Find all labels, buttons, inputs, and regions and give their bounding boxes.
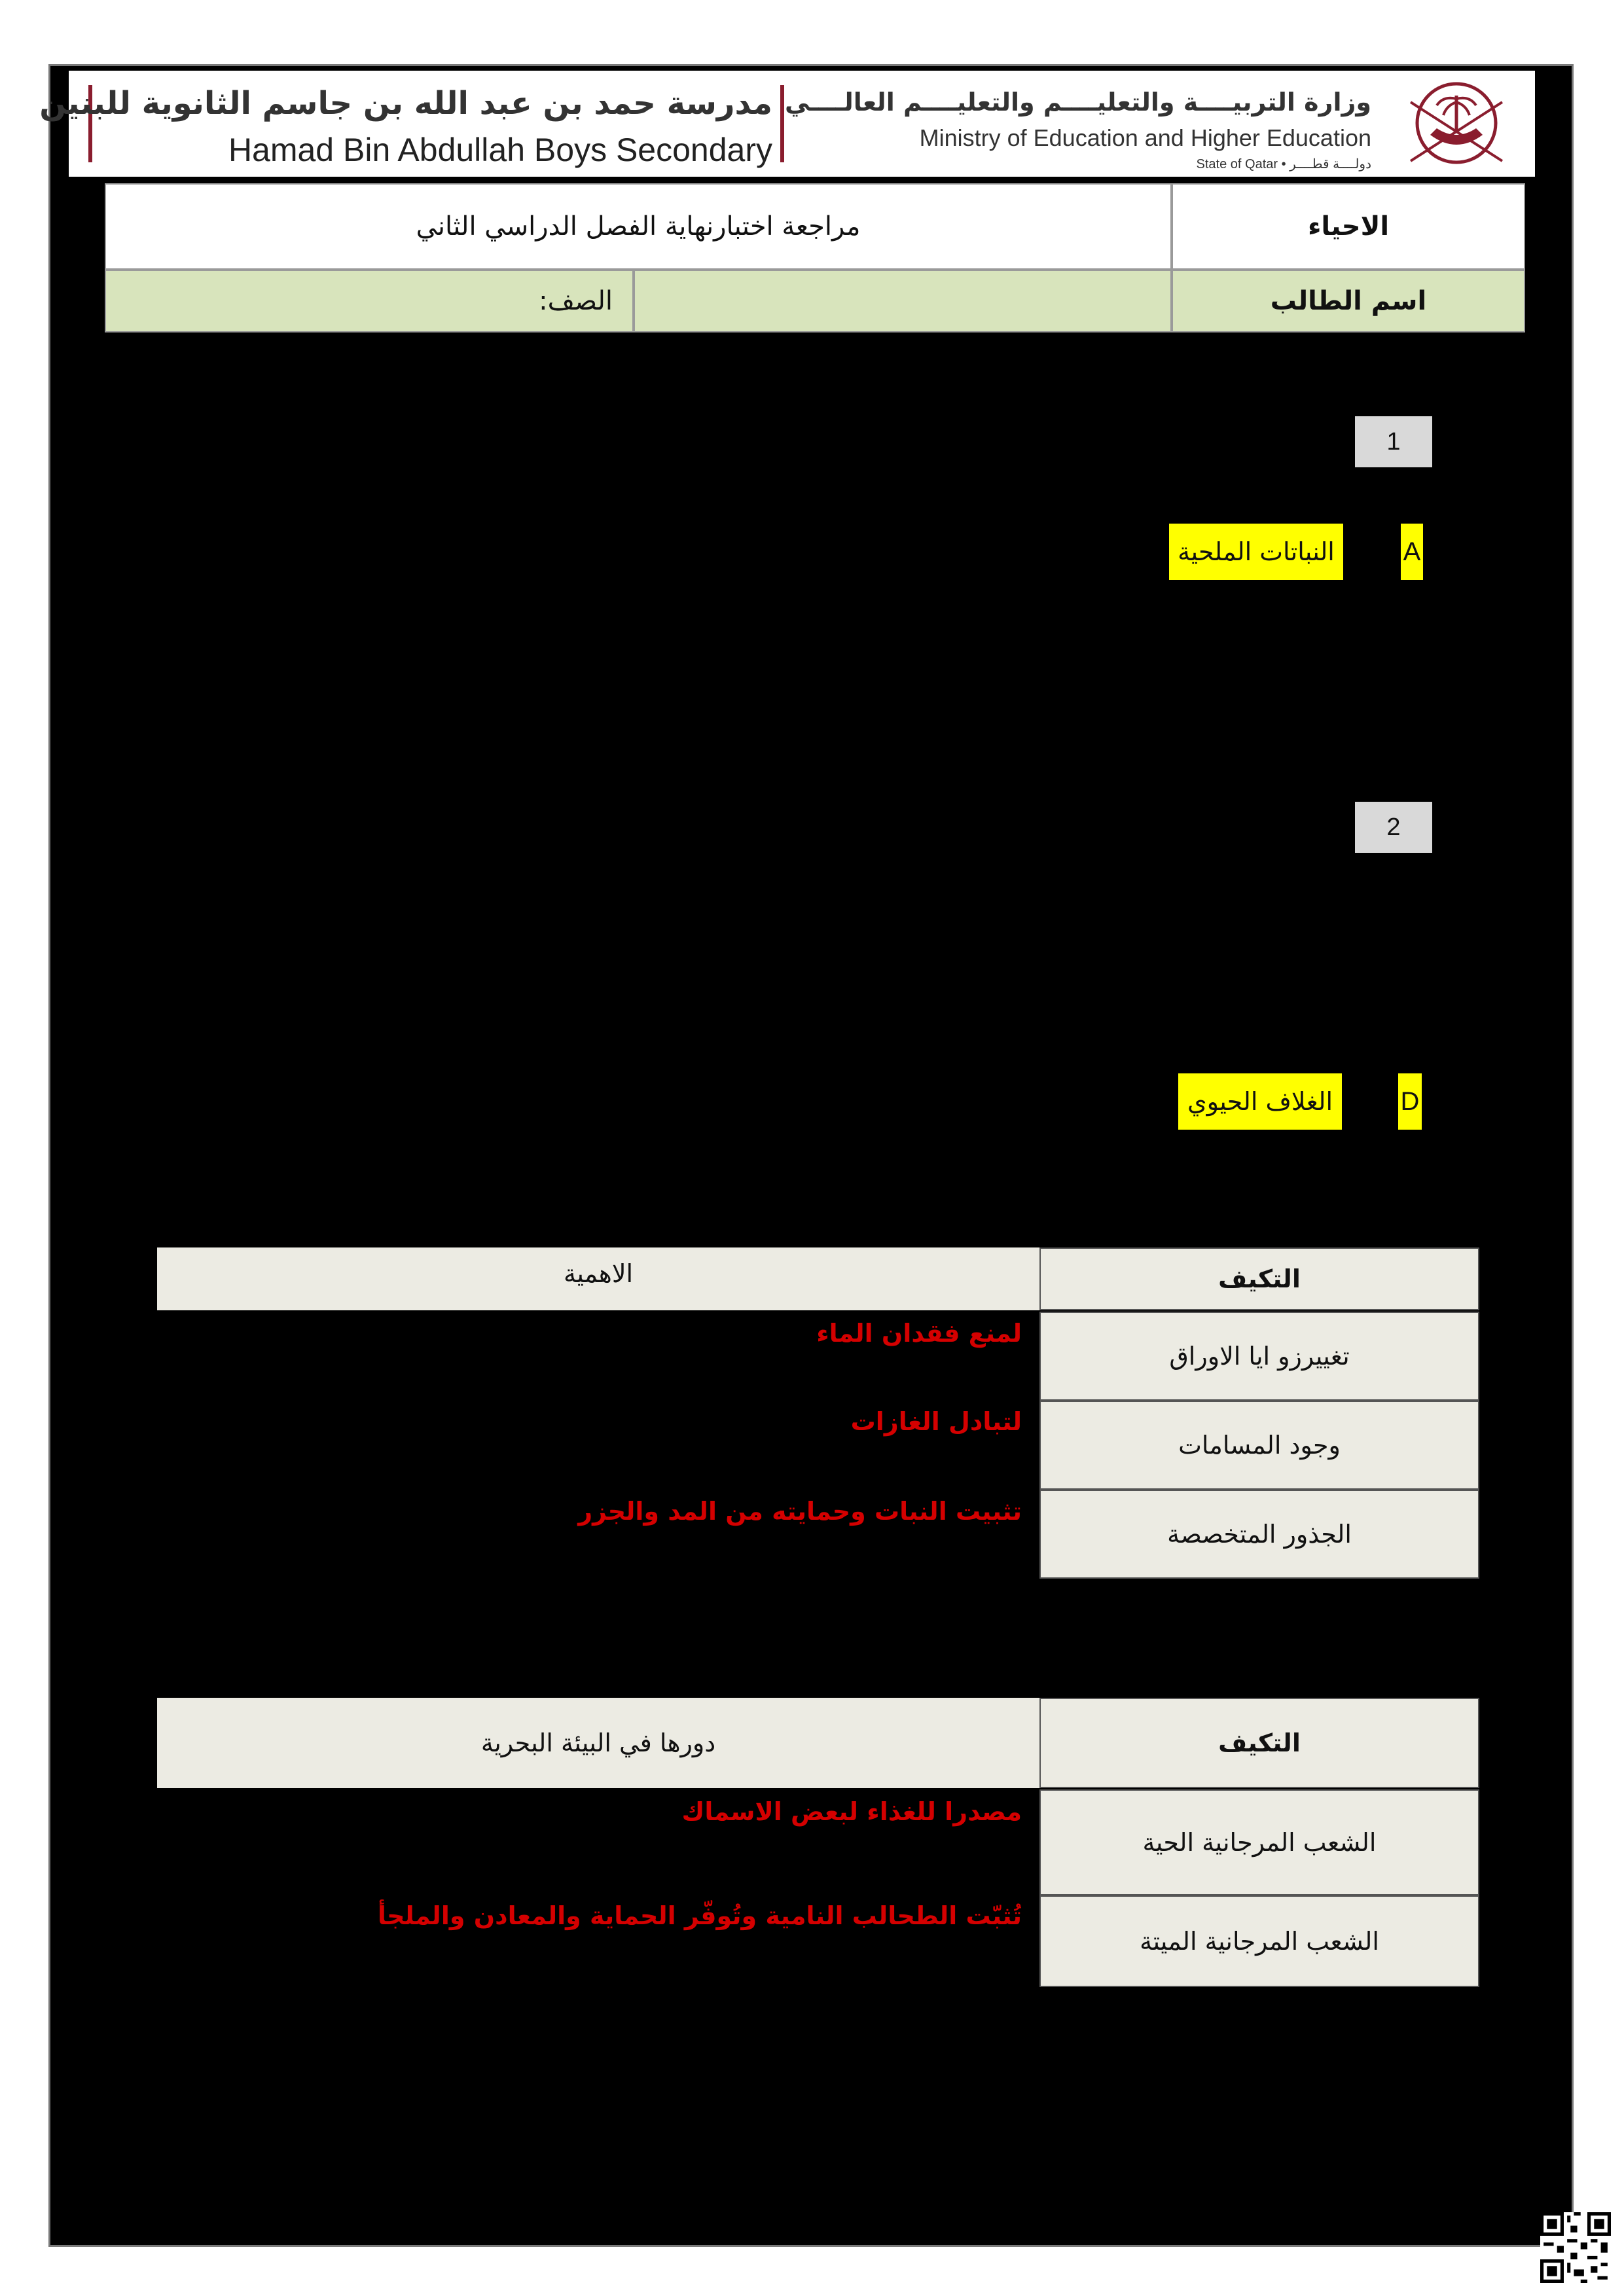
table-row <box>1039 1789 1479 1895</box>
subject-cell <box>1172 183 1525 270</box>
table2-adaptation-1: الشعب المرجانية الحية <box>1039 1789 1479 1895</box>
question-1-answer: النباتات الملحية <box>1169 524 1343 580</box>
table2-head-adaptation: التكيف <box>1039 1698 1479 1788</box>
table1-adaptation-1: تغييرزو ايا الاوراق <box>1039 1312 1479 1401</box>
table1-answer-3: تثبيت النبات وحمايته من المد والجزر <box>578 1497 1022 1526</box>
table1-head-adaptation: التكيف <box>1039 1247 1479 1310</box>
table1-head-importance: الاهمية <box>157 1247 1039 1310</box>
student-label: اسم الطالب <box>1270 286 1427 316</box>
subject-label: الاحياء <box>1307 211 1390 242</box>
exam-title-row <box>105 183 1525 270</box>
table2-head-role: دورها في البيئة البحرية <box>157 1698 1039 1788</box>
table-row <box>1039 1895 1479 1987</box>
table1-adaptation-2: وجود المسامات <box>1039 1401 1479 1490</box>
student-label-cell <box>1172 270 1525 332</box>
right-red-bar <box>780 85 784 162</box>
question-1-choice: A <box>1401 524 1423 580</box>
school-name-arabic: مدرسة حمد بن عبد الله بن جاسم الثانوية للبنين <box>39 85 772 122</box>
table1-header <box>157 1247 1479 1310</box>
question-number-2: 2 <box>1355 802 1432 853</box>
table-row <box>1039 1490 1479 1579</box>
qr-code-icon <box>1540 2212 1611 2283</box>
table2-answer-2: تُثبّت الطحالب النامية وتُوفّر الحماية والمعادن والملجأ <box>377 1901 1022 1930</box>
class-label: الصف: <box>539 286 613 316</box>
exam-title-cell <box>105 183 1172 270</box>
question-number-1: 1 <box>1355 416 1432 467</box>
ministry-name-english: Ministry of Education and Higher Education <box>919 124 1371 151</box>
table2-adaptation-2: الشعب المرجانية الميتة <box>1039 1895 1479 1987</box>
table1-adaptation-3: الجذور المتخصصة <box>1039 1490 1479 1579</box>
student-info-row <box>105 270 1525 332</box>
school-name-english: Hamad Bin Abdullah Boys Secondary <box>228 132 772 168</box>
table-row <box>1039 1312 1479 1401</box>
table1-answer-1: لمنع فقدان الماء <box>816 1319 1022 1348</box>
table2-answer-1: مصدرا للغذاء لبعض الاسماك <box>681 1797 1022 1826</box>
table2-header <box>157 1698 1479 1788</box>
question-2-choice: D <box>1398 1073 1422 1130</box>
class-cell[interactable] <box>105 270 634 332</box>
state-of-qatar: State of Qatar • دولــــة قطــــر <box>1196 157 1371 171</box>
exam-title: مراجعة اختبارنهاية الفصل الدراسي الثاني <box>416 211 861 242</box>
student-name-field[interactable] <box>634 270 1172 332</box>
table1-answer-2: لتبادل الغازات <box>850 1407 1022 1436</box>
table-row <box>1039 1401 1479 1490</box>
header-banner <box>39 71 1535 177</box>
school-logo-box <box>39 71 838 177</box>
question-2-answer: الغلاف الحيوي <box>1178 1073 1342 1130</box>
ministry-name-arabic: وزارة التربيــــة والتعليــــم والتعليــــم العالــــي <box>785 88 1371 117</box>
qatar-emblem-icon <box>1391 76 1522 174</box>
